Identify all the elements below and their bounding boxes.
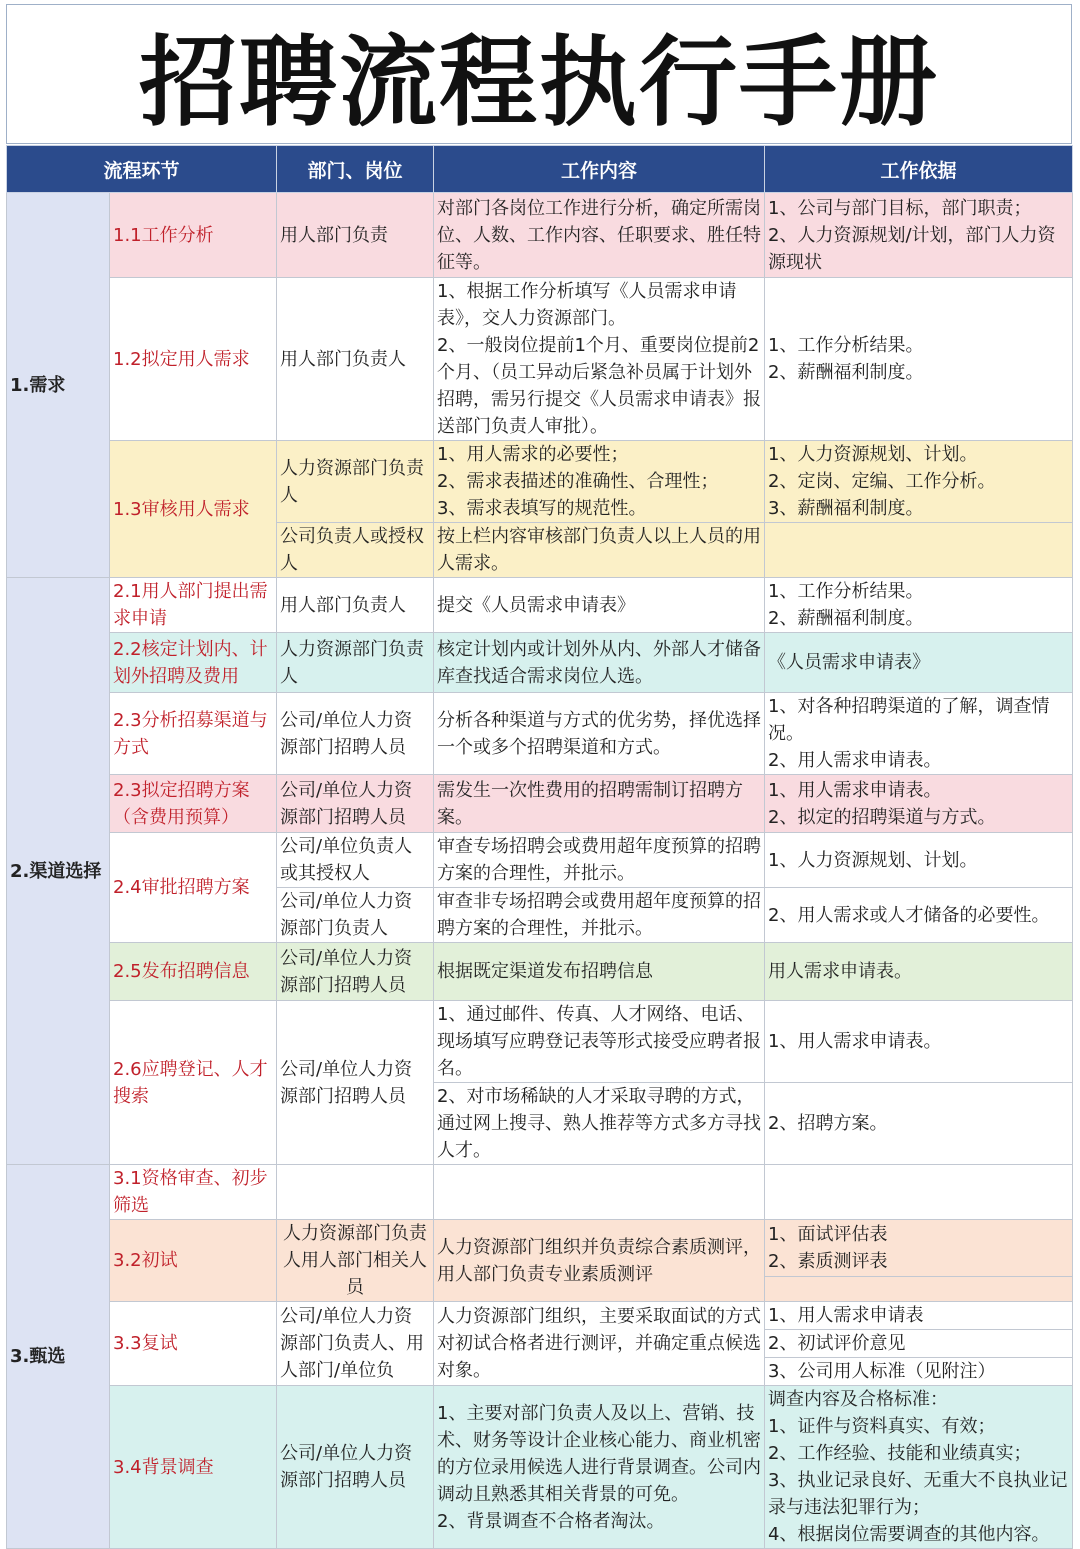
table-row (7, 441, 1073, 523)
basis-cell: 1、用人需求申请表。 (765, 1001, 1073, 1083)
step-label: 3.4背景调查 (110, 1386, 277, 1549)
step-label: 2.6应聘登记、人才搜索 (110, 1001, 277, 1165)
content-cell: 提交《人员需求申请表》 (434, 578, 765, 633)
basis-cell: 3、公司用人标准（见附注） (765, 1358, 1073, 1386)
step-label: 3.3复试 (110, 1302, 277, 1386)
content-cell: 1、根据工作分析填写《人员需求申请表》，交人力资源部门。 2、一般岗位提前1个月、重要岗位提前2个月、（员工异动后紧急补员属于计划外招聘，需另行提交《人员需求申请表》报送部门负责人审批）。 (434, 278, 765, 441)
stage-label: 2.渠道选择 (7, 578, 110, 1165)
step-label: 2.1用人部门提出需求申请 (110, 578, 277, 633)
basis-cell: 用人需求申请表。 (765, 943, 1073, 1001)
dept-cell: 公司/单位人力资源部门招聘人员 (277, 943, 434, 1001)
basis-cell: 1、对各种招聘渠道的了解，调查情况。 2、用人需求申请表。 (765, 693, 1073, 775)
dept-cell: 公司/单位人力资源部门招聘人员 (277, 693, 434, 775)
content-cell: 2、对市场稀缺的人才采取寻聘的方式，通过网上搜寻、熟人推荐等方式多方寻找人才。 (434, 1083, 765, 1165)
basis-cell: 1、工作分析结果。 2、薪酬福利制度。 (765, 278, 1073, 441)
table-header-row (7, 146, 1073, 193)
table-row (7, 1165, 1073, 1220)
dept-cell: 公司/单位人力资源部门负责人 (277, 888, 434, 943)
table-row (7, 693, 1073, 775)
dept-cell: 用人部门负责 (277, 193, 434, 278)
header-department: 部门、岗位 (277, 146, 434, 193)
table-row (7, 1001, 1073, 1083)
table-row (7, 775, 1073, 833)
dept-cell: 公司负责人或授权人 (277, 523, 434, 578)
dept-cell: 用人部门负责人 (277, 578, 434, 633)
dept-cell: 公司/单位人力资源部门招聘人员 (277, 1386, 434, 1549)
table-row (7, 1386, 1073, 1549)
content-cell: 需发生一次性费用的招聘需制订招聘方案。 (434, 775, 765, 833)
step-label: 3.1资格审查、初步筛选 (110, 1165, 277, 1220)
dept-cell: 人力资源部门负责人用人部门相关人员 (277, 1220, 434, 1302)
table-row (7, 1220, 1073, 1277)
step-label: 2.2核定计划内、计划外招聘及费用 (110, 633, 277, 693)
content-cell (434, 1165, 765, 1220)
content-cell: 审查非专场招聘会或费用超年度预算的招聘方案的合理性，并批示。 (434, 888, 765, 943)
dept-cell: 人力资源部门负责人 (277, 633, 434, 693)
basis-cell: 1、公司与部门目标，部门职责； 2、人力资源规划/计划，部门人力资源现状 (765, 193, 1073, 278)
content-cell: 人力资源部门组织，主要采取面试的方式对初试合格者进行测评，并确定重点候选对象。 (434, 1302, 765, 1386)
stage-label: 1.需求 (7, 193, 110, 578)
recruitment-table (6, 145, 1073, 1549)
content-cell: 人力资源部门组织并负责综合素质测评，用人部门负责专业素质测评 (434, 1220, 765, 1302)
header-content: 工作内容 (434, 146, 765, 193)
table-row (7, 1302, 1073, 1330)
dept-cell: 人力资源部门负责人 (277, 441, 434, 523)
step-label: 1.3审核用人需求 (110, 441, 277, 578)
content-cell: 1、主要对部门负责人及以上、营销、技术、财务等设计企业核心能力、商业机密的方位录用候选人进行背景调查。公司内调动且熟悉其相关背景的可免。 2、背景调查不合格者淘汰。 (434, 1386, 765, 1549)
content-cell: 1、通过邮件、传真、人才网络、电话、现场填写应聘登记表等形式接受应聘者报名。 (434, 1001, 765, 1083)
basis-cell (765, 1165, 1073, 1220)
basis-cell: 1、人力资源规划、计划。 2、定岗、定编、工作分析。 3、薪酬福利制度。 (765, 441, 1073, 523)
step-label: 3.2初试 (110, 1220, 277, 1302)
content-cell: 根据既定渠道发布招聘信息 (434, 943, 765, 1001)
step-label: 1.1工作分析 (110, 193, 277, 278)
basis-cell: 1、人力资源规划、计划。 (765, 833, 1073, 888)
stage-label: 3.甄选 (7, 1165, 110, 1549)
table-row (7, 943, 1073, 1001)
basis-cell: 1、面试评估表 2、素质测评表 (765, 1220, 1073, 1277)
basis-cell: 《人员需求申请表》 (765, 633, 1073, 693)
basis-cell: 2、用人需求或人才储备的必要性。 (765, 888, 1073, 943)
dept-cell: 公司/单位负责人或其授权人 (277, 833, 434, 888)
table-row (7, 833, 1073, 888)
dept-cell: 用人部门负责人 (277, 278, 434, 441)
dept-cell (277, 1165, 434, 1220)
step-label: 2.4审批招聘方案 (110, 833, 277, 943)
header-basis: 工作依据 (765, 146, 1073, 193)
dept-cell: 公司/单位人力资源部门招聘人员 (277, 1001, 434, 1165)
content-cell: 分析各种渠道与方式的优劣势，择优选择一个或多个招聘渠道和方式。 (434, 693, 765, 775)
basis-cell: 1、用人需求申请表 (765, 1302, 1073, 1330)
step-label: 2.3拟定招聘方案（含费用预算） (110, 775, 277, 833)
header-process: 流程环节 (7, 146, 277, 193)
table-row (7, 633, 1073, 693)
basis-cell (765, 523, 1073, 578)
dept-cell: 公司/单位人力资源部门负责人、用人部门/单位负 (277, 1302, 434, 1386)
step-label: 2.5发布招聘信息 (110, 943, 277, 1001)
basis-cell: 2、初试评价意见 (765, 1330, 1073, 1358)
basis-cell: 1、工作分析结果。 2、薪酬福利制度。 (765, 578, 1073, 633)
content-cell: 1、用人需求的必要性； 2、需求表描述的准确性、合理性； 3、需求表填写的规范性。 (434, 441, 765, 523)
basis-cell: 调查内容及合格标准： 1、证件与资料真实、有效； 2、工作经验、技能和业绩真实； 3、执业记录良好、无重大不良执业记录与违法犯罪行为； 4、根据岗位需要调查的其他内容。 (765, 1386, 1073, 1549)
content-cell: 对部门各岗位工作进行分析，确定所需岗位、人数、工作内容、任职要求、胜任特征等。 (434, 193, 765, 278)
dept-cell: 公司/单位人力资源部门招聘人员 (277, 775, 434, 833)
step-label: 1.2拟定用人需求 (110, 278, 277, 441)
content-cell: 审查专场招聘会或费用超年度预算的招聘方案的合理性，并批示。 (434, 833, 765, 888)
page-title: 招聘流程执行手册 (6, 4, 1072, 144)
table-row (7, 578, 1073, 633)
basis-cell: 1、用人需求申请表。 2、拟定的招聘渠道与方式。 (765, 775, 1073, 833)
step-label: 2.3分析招募渠道与方式 (110, 693, 277, 775)
content-cell: 核定计划内或计划外从内、外部人才储备库查找适合需求岗位人选。 (434, 633, 765, 693)
table-row (7, 278, 1073, 441)
basis-cell: 2、招聘方案。 (765, 1083, 1073, 1165)
basis-cell (765, 1277, 1073, 1302)
content-cell: 按上栏内容审核部门负责人以上人员的用人需求。 (434, 523, 765, 578)
table-row (7, 193, 1073, 278)
